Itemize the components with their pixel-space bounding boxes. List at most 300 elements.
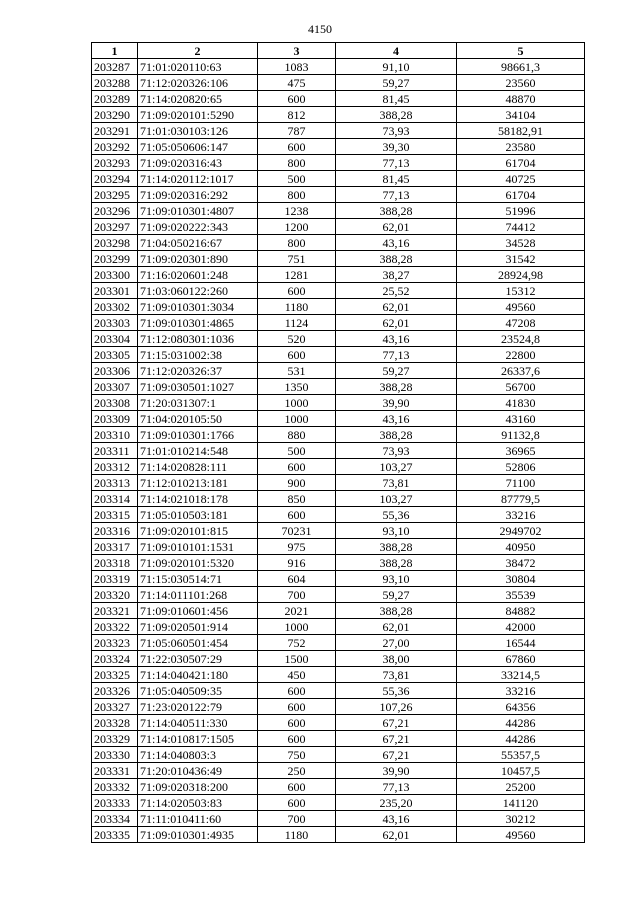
table-row (92, 571, 585, 587)
table-cell-col5: 58182,91 (457, 123, 585, 139)
table-cell-col2: 71:14:020828:111 (138, 459, 258, 475)
table-cell-col5: 10457,5 (457, 763, 585, 779)
table-cell-col3: 1180 (258, 299, 336, 315)
table-cell-col4: 43,16 (336, 411, 457, 427)
table-cell-col1: 203332 (92, 779, 138, 795)
table-row (92, 763, 585, 779)
table-cell-col4: 77,13 (336, 187, 457, 203)
table-cell-col1: 203317 (92, 539, 138, 555)
table-cell-col1: 203290 (92, 107, 138, 123)
table-cell-col5: 23524,8 (457, 331, 585, 347)
table-cell-col4: 67,21 (336, 747, 457, 763)
table-cell-col2: 71:14:021018:178 (138, 491, 258, 507)
table-cell-col5: 56700 (457, 379, 585, 395)
table-cell-col1: 203291 (92, 123, 138, 139)
table-cell-col2: 71:09:020222:343 (138, 219, 258, 235)
table-cell-col4: 67,21 (336, 715, 457, 731)
table-cell-col4: 59,27 (336, 363, 457, 379)
table-cell-col2: 71:14:020820:65 (138, 91, 258, 107)
table-cell-col5: 33216 (457, 683, 585, 699)
table-row (92, 427, 585, 443)
table-cell-col3: 800 (258, 235, 336, 251)
table-cell-col2: 71:09:010301:1766 (138, 427, 258, 443)
table-cell-col2: 71:09:020318:200 (138, 779, 258, 795)
table-cell-col3: 800 (258, 155, 336, 171)
table-cell-col4: 39,90 (336, 395, 457, 411)
table-cell-col5: 49560 (457, 827, 585, 843)
table-cell-col5: 30804 (457, 571, 585, 587)
table-cell-col2: 71:01:030103:126 (138, 123, 258, 139)
table-cell-col5: 2949702 (457, 523, 585, 539)
table-cell-col1: 203310 (92, 427, 138, 443)
table-cell-col1: 203304 (92, 331, 138, 347)
table-cell-col5: 44286 (457, 731, 585, 747)
table-row (92, 155, 585, 171)
table-row (92, 443, 585, 459)
table-cell-col4: 81,45 (336, 171, 457, 187)
table-cell-col2: 71:16:020601:248 (138, 267, 258, 283)
table-row (92, 251, 585, 267)
table-row (92, 827, 585, 843)
table-cell-col5: 41830 (457, 395, 585, 411)
table-cell-col5: 26337,6 (457, 363, 585, 379)
table-cell-col4: 388,28 (336, 555, 457, 571)
table-cell-col2: 71:11:010411:60 (138, 811, 258, 827)
table-cell-col3: 1281 (258, 267, 336, 283)
table-cell-col5: 48870 (457, 91, 585, 107)
table-row (92, 379, 585, 395)
table-cell-col4: 67,21 (336, 731, 457, 747)
table-cell-col5: 61704 (457, 187, 585, 203)
table-cell-col3: 1083 (258, 59, 336, 75)
table-cell-col3: 600 (258, 459, 336, 475)
table-cell-col4: 107,26 (336, 699, 457, 715)
table-cell-col3: 70231 (258, 523, 336, 539)
table-cell-col3: 880 (258, 427, 336, 443)
table-cell-col1: 203322 (92, 619, 138, 635)
table-cell-col1: 203326 (92, 683, 138, 699)
table-cell-col1: 203312 (92, 459, 138, 475)
table-cell-col4: 43,16 (336, 235, 457, 251)
table-cell-col2: 71:12:080301:1036 (138, 331, 258, 347)
table-cell-col4: 388,28 (336, 539, 457, 555)
table-cell-col2: 71:09:020101:5320 (138, 555, 258, 571)
table-cell-col1: 203319 (92, 571, 138, 587)
table-cell-col4: 39,90 (336, 763, 457, 779)
table-cell-col4: 103,27 (336, 459, 457, 475)
table-row (92, 603, 585, 619)
table-cell-col2: 71:09:030501:1027 (138, 379, 258, 395)
table-cell-col3: 1500 (258, 651, 336, 667)
column-header-2: 2 (138, 43, 258, 59)
table-cell-col2: 71:05:050606:147 (138, 139, 258, 155)
table-row (92, 619, 585, 635)
table-cell-col5: 49560 (457, 299, 585, 315)
table-cell-col3: 700 (258, 587, 336, 603)
table-cell-col5: 51996 (457, 203, 585, 219)
table-cell-col1: 203321 (92, 603, 138, 619)
table-cell-col1: 203298 (92, 235, 138, 251)
table-cell-col1: 203316 (92, 523, 138, 539)
table-cell-col3: 600 (258, 91, 336, 107)
table-cell-col2: 71:14:040803:3 (138, 747, 258, 763)
table-cell-col4: 388,28 (336, 379, 457, 395)
table-cell-col4: 38,00 (336, 651, 457, 667)
table-cell-col2: 71:20:010436:49 (138, 763, 258, 779)
table-cell-col2: 71:12:020326:37 (138, 363, 258, 379)
table-row (92, 539, 585, 555)
table-cell-col4: 73,81 (336, 667, 457, 683)
table-cell-col1: 203296 (92, 203, 138, 219)
table-cell-col3: 600 (258, 731, 336, 747)
table-cell-col1: 203325 (92, 667, 138, 683)
table-row (92, 507, 585, 523)
table-cell-col5: 61704 (457, 155, 585, 171)
table-cell-col3: 1350 (258, 379, 336, 395)
header-row (92, 43, 585, 59)
table-row (92, 363, 585, 379)
table-cell-col3: 520 (258, 331, 336, 347)
table-cell-col2: 71:20:031307:1 (138, 395, 258, 411)
table-cell-col1: 203323 (92, 635, 138, 651)
table-cell-col3: 1238 (258, 203, 336, 219)
table-cell-col4: 62,01 (336, 827, 457, 843)
table-cell-col2: 71:05:010503:181 (138, 507, 258, 523)
column-header-1: 1 (92, 43, 138, 59)
table-cell-col5: 55357,5 (457, 747, 585, 763)
table-cell-col1: 203318 (92, 555, 138, 571)
table-row (92, 187, 585, 203)
table-cell-col1: 203331 (92, 763, 138, 779)
table-cell-col1: 203301 (92, 283, 138, 299)
table-cell-col3: 1000 (258, 619, 336, 635)
table-cell-col4: 388,28 (336, 107, 457, 123)
table-cell-col4: 73,93 (336, 123, 457, 139)
table-cell-col2: 71:15:030514:71 (138, 571, 258, 587)
table-cell-col2: 71:04:050216:67 (138, 235, 258, 251)
table-cell-col4: 73,81 (336, 475, 457, 491)
table-row (92, 331, 585, 347)
table-cell-col2: 71:09:020316:43 (138, 155, 258, 171)
table-cell-col2: 71:23:020122:79 (138, 699, 258, 715)
table-cell-col3: 916 (258, 555, 336, 571)
table-cell-col2: 71:09:020316:292 (138, 187, 258, 203)
table-cell-col5: 74412 (457, 219, 585, 235)
table-cell-col3: 500 (258, 171, 336, 187)
table-cell-col1: 203297 (92, 219, 138, 235)
table-cell-col1: 203305 (92, 347, 138, 363)
table-row (92, 91, 585, 107)
table-cell-col5: 34528 (457, 235, 585, 251)
table-cell-col1: 203330 (92, 747, 138, 763)
table-cell-col4: 73,93 (336, 443, 457, 459)
table-cell-col2: 71:12:020326:106 (138, 75, 258, 91)
table-row (92, 203, 585, 219)
table-cell-col4: 93,10 (336, 571, 457, 587)
table-cell-col4: 27,00 (336, 635, 457, 651)
table-cell-col1: 203315 (92, 507, 138, 523)
table-cell-col5: 40725 (457, 171, 585, 187)
table-cell-col2: 71:01:010214:548 (138, 443, 258, 459)
table-cell-col4: 93,10 (336, 523, 457, 539)
table-cell-col4: 62,01 (336, 299, 457, 315)
table-cell-col1: 203302 (92, 299, 138, 315)
table-cell-col2: 71:15:031002:38 (138, 347, 258, 363)
table-cell-col3: 600 (258, 683, 336, 699)
table-cell-col3: 900 (258, 475, 336, 491)
table-cell-col2: 71:09:010101:1531 (138, 539, 258, 555)
column-header-4: 4 (336, 43, 457, 59)
table-cell-col1: 203333 (92, 795, 138, 811)
table-cell-col2: 71:01:020110:63 (138, 59, 258, 75)
table-cell-col3: 600 (258, 139, 336, 155)
table-cell-col3: 1124 (258, 315, 336, 331)
table-cell-col1: 203311 (92, 443, 138, 459)
table-cell-col5: 36965 (457, 443, 585, 459)
table-row (92, 667, 585, 683)
table-row (92, 59, 585, 75)
table-cell-col5: 38472 (457, 555, 585, 571)
table-cell-col1: 203320 (92, 587, 138, 603)
table-cell-col3: 600 (258, 507, 336, 523)
table-cell-col4: 388,28 (336, 251, 457, 267)
table-cell-col2: 71:14:040421:180 (138, 667, 258, 683)
table-row (92, 75, 585, 91)
table-cell-col5: 44286 (457, 715, 585, 731)
table-cell-col1: 203314 (92, 491, 138, 507)
table-cell-col4: 55,36 (336, 683, 457, 699)
table-row (92, 347, 585, 363)
table-cell-col5: 40950 (457, 539, 585, 555)
table-cell-col2: 71:09:020501:914 (138, 619, 258, 635)
table-cell-col2: 71:09:010301:4865 (138, 315, 258, 331)
table-cell-col5: 64356 (457, 699, 585, 715)
table-cell-col5: 16544 (457, 635, 585, 651)
table-cell-col3: 600 (258, 779, 336, 795)
table-row (92, 235, 585, 251)
table-row (92, 395, 585, 411)
table-cell-col4: 77,13 (336, 155, 457, 171)
table-cell-col4: 388,28 (336, 603, 457, 619)
table-cell-col2: 71:09:010301:3034 (138, 299, 258, 315)
table-row (92, 283, 585, 299)
table-cell-col5: 87779,5 (457, 491, 585, 507)
table-cell-col3: 812 (258, 107, 336, 123)
registry-table (91, 42, 585, 843)
table-cell-col2: 71:14:020503:83 (138, 795, 258, 811)
table-cell-col2: 71:12:010213:181 (138, 475, 258, 491)
table-cell-col5: 141120 (457, 795, 585, 811)
table-row (92, 523, 585, 539)
table-cell-col2: 71:05:040509:35 (138, 683, 258, 699)
table-row (92, 219, 585, 235)
table-cell-col3: 600 (258, 795, 336, 811)
table-row (92, 139, 585, 155)
table-cell-col3: 475 (258, 75, 336, 91)
page-number: 4150 (308, 22, 332, 36)
table-cell-col2: 71:04:020105:50 (138, 411, 258, 427)
table-cell-col5: 91132,8 (457, 427, 585, 443)
table-row (92, 779, 585, 795)
table-row (92, 587, 585, 603)
table-row (92, 635, 585, 651)
table-cell-col1: 203306 (92, 363, 138, 379)
table-row (92, 715, 585, 731)
table-cell-col5: 67860 (457, 651, 585, 667)
table-row (92, 747, 585, 763)
table-cell-col4: 25,52 (336, 283, 457, 299)
table-cell-col5: 71100 (457, 475, 585, 491)
table-cell-col4: 77,13 (336, 347, 457, 363)
table-cell-col5: 33216 (457, 507, 585, 523)
table-cell-col5: 84882 (457, 603, 585, 619)
table-cell-col4: 43,16 (336, 811, 457, 827)
table-row (92, 811, 585, 827)
table-cell-col4: 388,28 (336, 427, 457, 443)
table-row (92, 699, 585, 715)
table-row (92, 475, 585, 491)
table-cell-col3: 1000 (258, 411, 336, 427)
table-cell-col1: 203295 (92, 187, 138, 203)
table-cell-col5: 23560 (457, 75, 585, 91)
table-row (92, 315, 585, 331)
table-row (92, 731, 585, 747)
table-cell-col5: 35539 (457, 587, 585, 603)
table-cell-col3: 450 (258, 667, 336, 683)
table-cell-col5: 34104 (457, 107, 585, 123)
table-cell-col3: 1000 (258, 395, 336, 411)
table-cell-col4: 55,36 (336, 507, 457, 523)
table-cell-col4: 77,13 (336, 779, 457, 795)
table-cell-col2: 71:09:020301:890 (138, 251, 258, 267)
table-cell-col1: 203293 (92, 155, 138, 171)
table-cell-col5: 31542 (457, 251, 585, 267)
table-cell-col4: 235,20 (336, 795, 457, 811)
table-cell-col3: 2021 (258, 603, 336, 619)
table-cell-col5: 23580 (457, 139, 585, 155)
table-cell-col3: 750 (258, 747, 336, 763)
table-cell-col2: 71:09:010601:456 (138, 603, 258, 619)
table-row (92, 171, 585, 187)
table-row (92, 299, 585, 315)
table-row (92, 683, 585, 699)
table-cell-col1: 203303 (92, 315, 138, 331)
table-cell-col2: 71:09:010301:4935 (138, 827, 258, 843)
table-cell-col3: 531 (258, 363, 336, 379)
table-cell-col1: 203287 (92, 59, 138, 75)
table-cell-col2: 71:14:020112:1017 (138, 171, 258, 187)
table-row (92, 651, 585, 667)
table-cell-col5: 25200 (457, 779, 585, 795)
table-cell-col3: 975 (258, 539, 336, 555)
table-cell-col2: 71:05:060501:454 (138, 635, 258, 651)
table-cell-col3: 1200 (258, 219, 336, 235)
table-cell-col3: 700 (258, 811, 336, 827)
table-cell-col2: 71:09:020101:815 (138, 523, 258, 539)
table-cell-col5: 28924,98 (457, 267, 585, 283)
table-cell-col3: 751 (258, 251, 336, 267)
table-cell-col1: 203329 (92, 731, 138, 747)
table-cell-col5: 47208 (457, 315, 585, 331)
table-cell-col4: 59,27 (336, 587, 457, 603)
table-cell-col3: 500 (258, 443, 336, 459)
table-cell-col1: 203299 (92, 251, 138, 267)
table-cell-col1: 203300 (92, 267, 138, 283)
table-cell-col2: 71:03:060122:260 (138, 283, 258, 299)
table-cell-col5: 52806 (457, 459, 585, 475)
table-cell-col3: 600 (258, 699, 336, 715)
table-cell-col3: 850 (258, 491, 336, 507)
table-cell-col4: 59,27 (336, 75, 457, 91)
table-cell-col1: 203294 (92, 171, 138, 187)
table-cell-col4: 62,01 (336, 315, 457, 331)
table-row (92, 795, 585, 811)
table-cell-col1: 203313 (92, 475, 138, 491)
table-cell-col2: 71:09:010301:4807 (138, 203, 258, 219)
table-cell-col2: 71:22:030507:29 (138, 651, 258, 667)
table-row (92, 107, 585, 123)
table-cell-col4: 103,27 (336, 491, 457, 507)
table-cell-col3: 250 (258, 763, 336, 779)
table-row (92, 411, 585, 427)
column-header-3: 3 (258, 43, 336, 59)
table-header (92, 43, 585, 59)
table-cell-col3: 752 (258, 635, 336, 651)
table-cell-col5: 33214,5 (457, 667, 585, 683)
table-body (92, 59, 585, 843)
table-cell-col5: 98661,3 (457, 59, 585, 75)
table-cell-col3: 600 (258, 715, 336, 731)
table-row (92, 555, 585, 571)
table-cell-col1: 203334 (92, 811, 138, 827)
table-cell-col4: 62,01 (336, 619, 457, 635)
table-row (92, 123, 585, 139)
table-cell-col1: 203288 (92, 75, 138, 91)
table-cell-col4: 43,16 (336, 331, 457, 347)
table-row (92, 459, 585, 475)
table-cell-col1: 203308 (92, 395, 138, 411)
table-cell-col2: 71:14:040511:330 (138, 715, 258, 731)
table-cell-col4: 81,45 (336, 91, 457, 107)
table-cell-col5: 15312 (457, 283, 585, 299)
table-cell-col5: 43160 (457, 411, 585, 427)
table-cell-col1: 203324 (92, 651, 138, 667)
table-cell-col3: 600 (258, 283, 336, 299)
table-row (92, 267, 585, 283)
table-cell-col2: 71:14:010817:1505 (138, 731, 258, 747)
table-cell-col1: 203335 (92, 827, 138, 843)
table-cell-col1: 203328 (92, 715, 138, 731)
table-cell-col3: 787 (258, 123, 336, 139)
table-cell-col1: 203289 (92, 91, 138, 107)
table-cell-col5: 22800 (457, 347, 585, 363)
table-cell-col1: 203309 (92, 411, 138, 427)
table-cell-col3: 604 (258, 571, 336, 587)
table-cell-col4: 91,10 (336, 59, 457, 75)
table-cell-col1: 203307 (92, 379, 138, 395)
table-cell-col4: 38,27 (336, 267, 457, 283)
table-cell-col1: 203327 (92, 699, 138, 715)
table-cell-col4: 388,28 (336, 203, 457, 219)
table-row (92, 491, 585, 507)
table-cell-col3: 600 (258, 347, 336, 363)
table-cell-col5: 30212 (457, 811, 585, 827)
table-cell-col3: 1180 (258, 827, 336, 843)
table-cell-col1: 203292 (92, 139, 138, 155)
table-cell-col4: 62,01 (336, 219, 457, 235)
table-cell-col3: 800 (258, 187, 336, 203)
column-header-5: 5 (457, 43, 585, 59)
